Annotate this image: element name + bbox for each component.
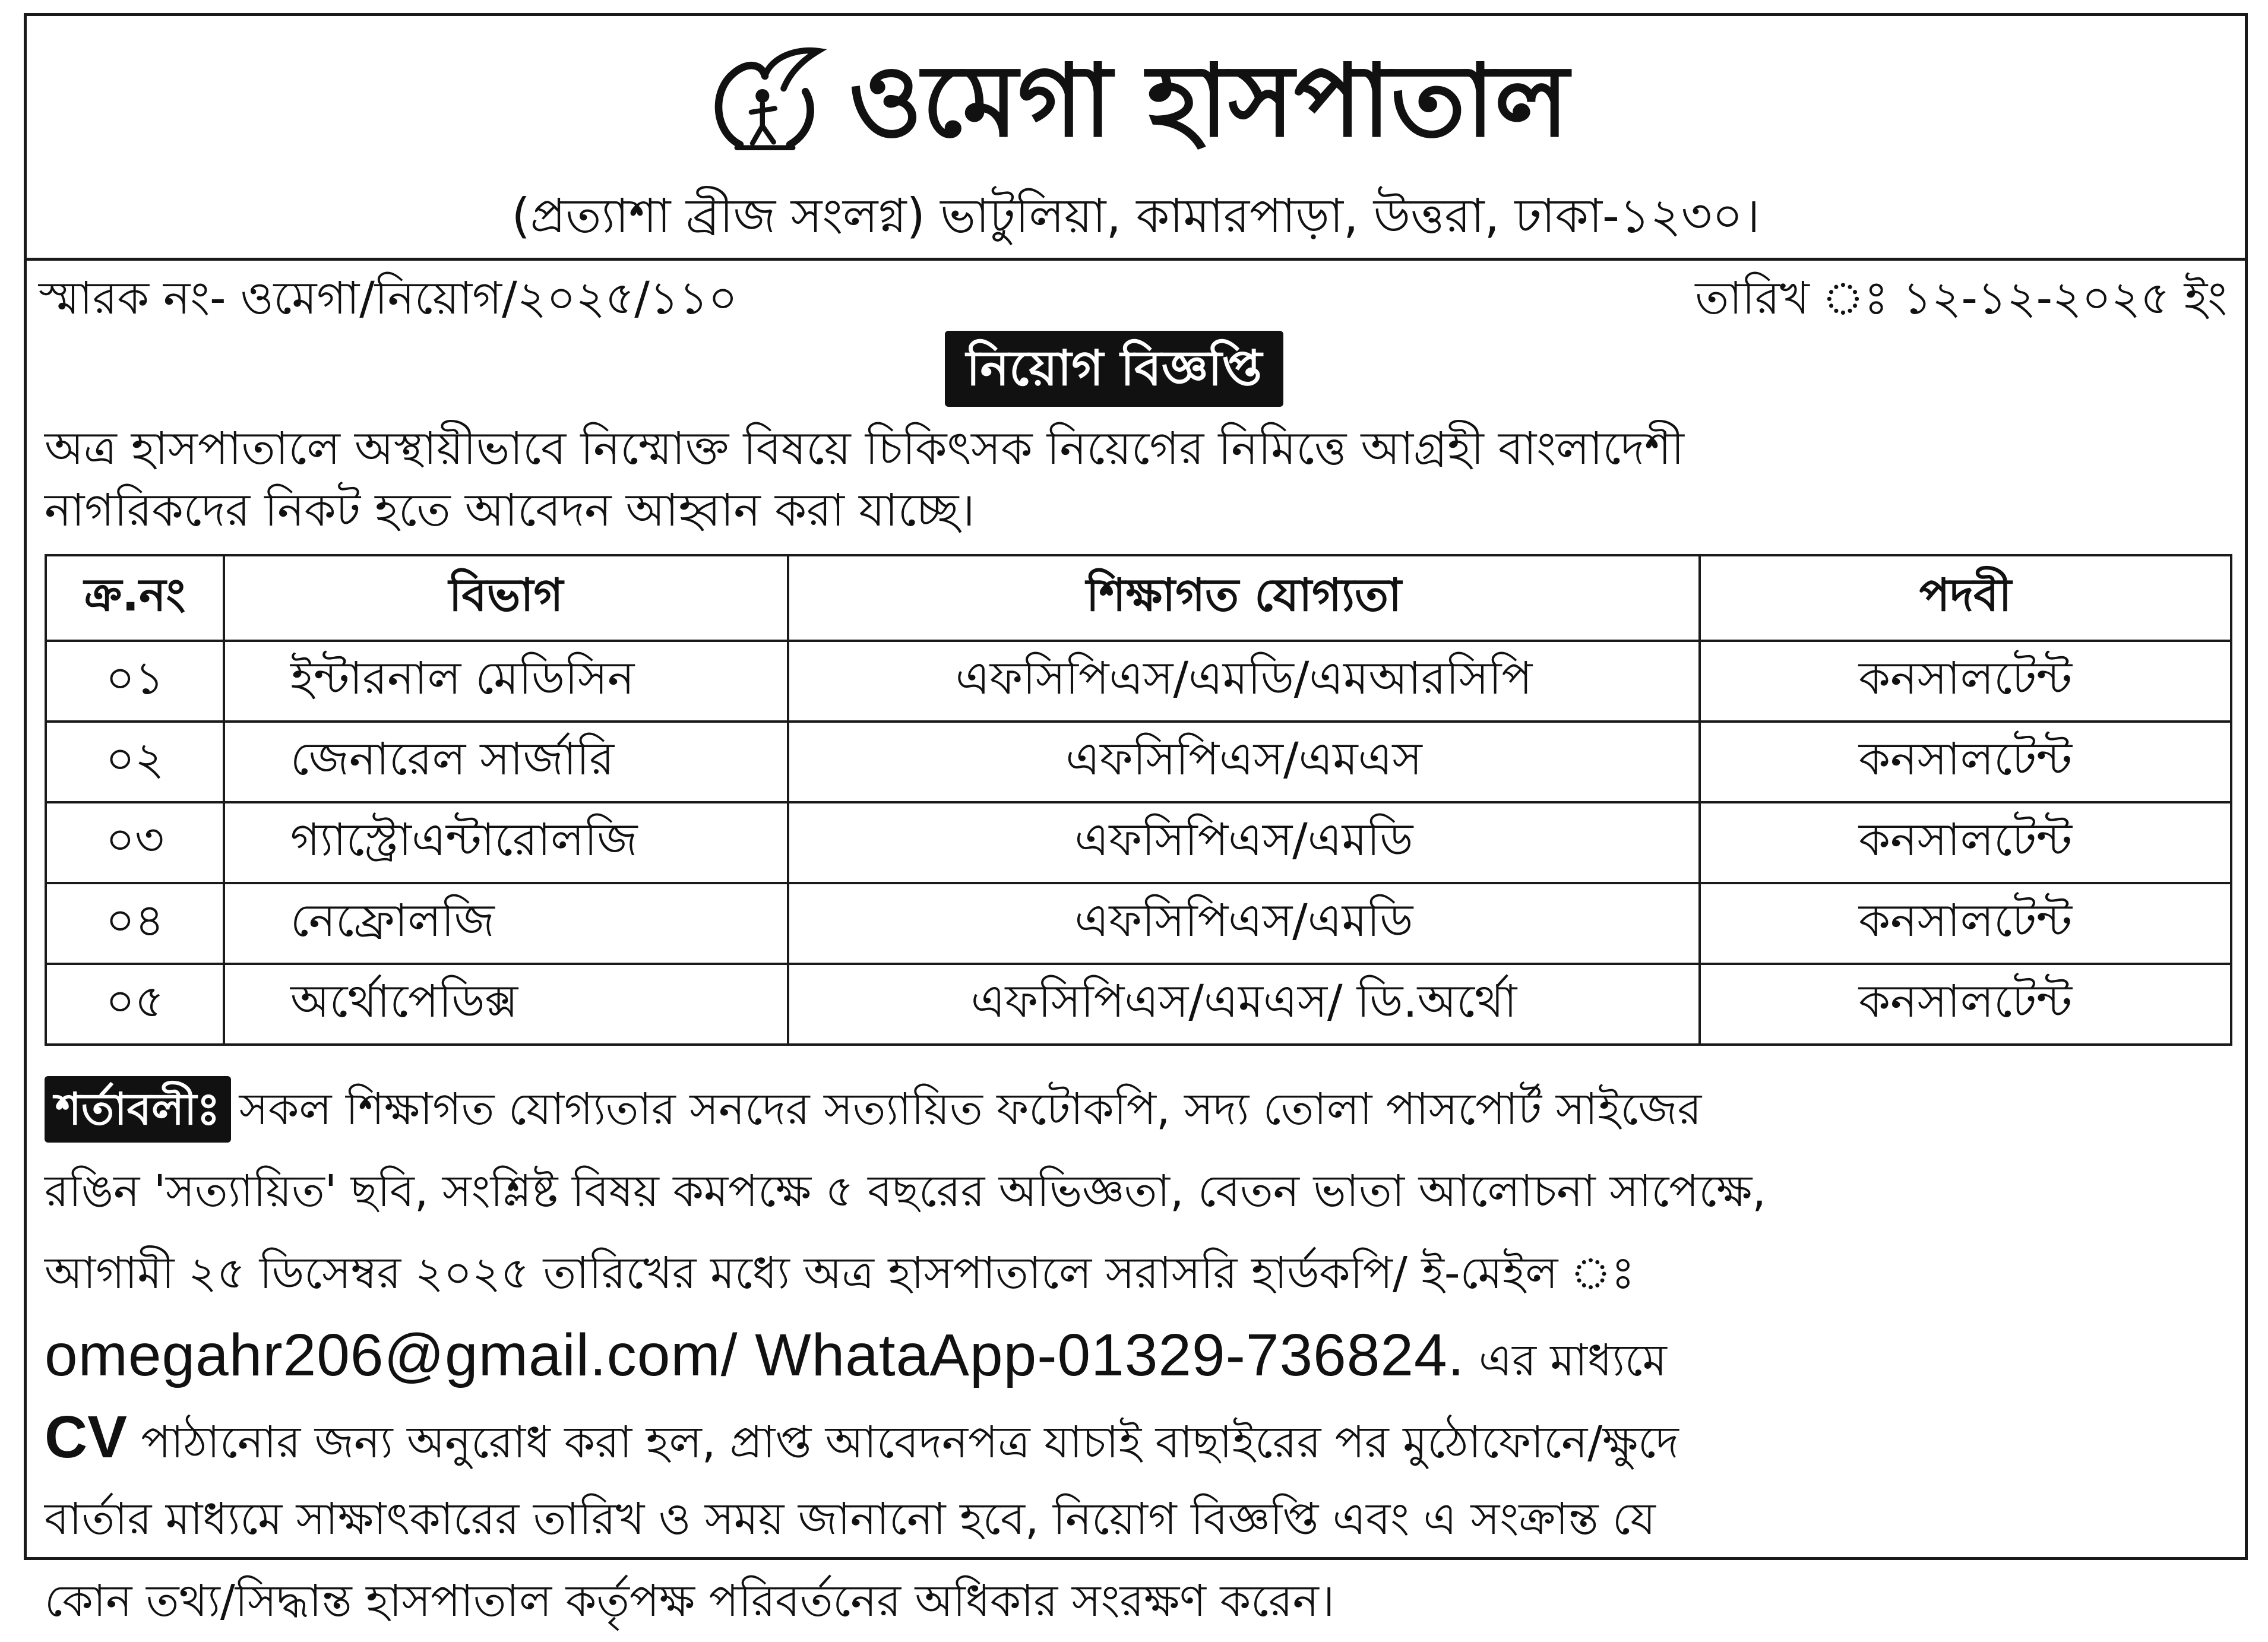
qualification-cell: এফসিপিএস/এমডি xyxy=(788,883,1700,964)
serial-cell: ০১ xyxy=(46,641,224,722)
cv-label: CV xyxy=(45,1404,127,1470)
post-cell: কনসালটেন্ট xyxy=(1700,964,2231,1045)
post-cell: কনসালটেন্ট xyxy=(1700,883,2231,964)
terms-line: কোন তথ্য/সিদ্ধান্ত হাসপাতাল কর্তৃপক্ষ পরিবর্তনের অধিকার সংরক্ষণ করেন। xyxy=(45,1575,1335,1627)
notice-title: নিয়োগ বিজ্ঞপ্তি xyxy=(945,331,1283,407)
terms-text: এর মাধ্যমে xyxy=(1464,1335,1667,1386)
header-qualification: শিক্ষাগত যোগ্যতা xyxy=(788,555,1700,641)
serial-cell: ০৩ xyxy=(46,802,224,883)
notice-date: তারিখ ঃ ১২-১২-২০২৫ ইং xyxy=(1695,271,2227,324)
qualification-cell: এফসিপিএস/এমডি xyxy=(788,802,1700,883)
header-department: বিভাগ xyxy=(224,555,788,641)
table-row xyxy=(46,964,2231,1045)
qualification-cell: এফসিপিএস/এমএস/ ডি.অর্থো xyxy=(788,964,1700,1045)
terms-line xyxy=(45,1068,2236,1150)
vacancy-table xyxy=(45,554,2232,1046)
terms-line: রঙিন 'সত্যায়িত' ছবি, সংশ্লিষ্ট বিষয় কমপক্ষে ৫ বছরের অভিজ্ঞতা, বেতন ভাতা আলোচনা সাপেক্ষে, xyxy=(45,1166,1766,1217)
table-row xyxy=(46,802,2231,883)
terms-section xyxy=(45,1068,2236,1642)
intro-line: অত্র হাসপাতালে অস্থায়ীভাবে নিম্মোক্ত বিষয়ে চিকিৎসক নিয়েগের নিমিত্তে আগ্রহী বাংলাদেশী xyxy=(45,422,1684,474)
notice-frame xyxy=(24,13,2248,1627)
department-cell: গ্যাস্ট্রোএন্টারোলজি xyxy=(224,802,788,883)
contact-email-whatsapp[interactable]: omegahr206@gmail.com/ WhataApp-01329-736824. xyxy=(45,1322,1465,1388)
post-cell: কনসালটেন্ট xyxy=(1700,802,2231,883)
serial-cell: ০৪ xyxy=(46,883,224,964)
terms-line xyxy=(45,1314,2236,1396)
terms-line: আগামী ২৫ ডিসেম্বর ২০২৫ তারিখের মধ্যে অত্র হাসপাতালে সরাসরি হার্ডকপি/ ই-মেইল ঃ xyxy=(45,1248,1635,1299)
intro-paragraph xyxy=(45,417,2123,541)
qualification-cell: এফসিপিএস/এমএস xyxy=(788,722,1700,802)
department-cell: ইন্টারনাল মেডিসিন xyxy=(224,641,788,722)
header-serial: ক্র.নং xyxy=(46,555,224,641)
post-cell: কনসালটেন্ট xyxy=(1700,641,2231,722)
terms-label: শর্তাবলীঃ xyxy=(45,1076,231,1143)
hospital-address: (প্রত্যাশা ব্রীজ সংলগ্ন) ভাটুলিয়া, কামারপাড়া, উত্তরা, ঢাকা-১২৩০। xyxy=(511,188,1760,243)
terms-text: সকল শিক্ষাগত যোগ্যতার সনদের সত্যায়িত ফটোকপি, সদ্য তোলা পাসপোর্ট সাইজের xyxy=(239,1084,1702,1135)
terms-text: পাঠানোর জন্য অনুরোধ করা হল, প্রাপ্ত আবেদনপত্র যাচাই বাছাইরের পর মুঠোফোনে/ক্ষুদে xyxy=(126,1417,1679,1468)
hospital-name: ওমেগা হাসপাতাল xyxy=(849,43,1569,159)
post-cell: কনসালটেন্ট xyxy=(1700,722,2231,802)
hospital-logo-icon xyxy=(703,39,827,163)
table-row xyxy=(46,722,2231,802)
terms-line: বার্তার মাধ্যমে সাক্ষাৎকারের তারিখ ও সময় জানানো হবে, নিয়োগ বিজ্ঞপ্তি এবং এ সংক্রান্ত যে xyxy=(45,1494,1656,1545)
department-cell: অর্থোপেডিক্স xyxy=(224,964,788,1045)
letterhead xyxy=(27,16,2245,261)
department-cell: জেনারেল সার্জারি xyxy=(224,722,788,802)
department-cell: নেফ্রোলজি xyxy=(224,883,788,964)
qualification-cell: এফসিপিএস/এমডি/এমআরসিপি xyxy=(788,641,1700,722)
intro-line: নাগরিকদের নিকট হতে আবেদন আহ্বান করা যাচ্ছে। xyxy=(45,483,975,536)
serial-cell: ০২ xyxy=(46,722,224,802)
table-row xyxy=(46,883,2231,964)
title-row xyxy=(27,33,2245,169)
serial-cell: ০৫ xyxy=(46,964,224,1045)
terms-line xyxy=(45,1396,2236,1478)
table-row xyxy=(46,641,2231,722)
table-header-row xyxy=(46,555,2231,641)
header-post: পদবী xyxy=(1700,555,2231,641)
reference-number: স্মারক নং- ওমেগা/নিয়োগ/২০২৫/১১০ xyxy=(39,271,738,324)
